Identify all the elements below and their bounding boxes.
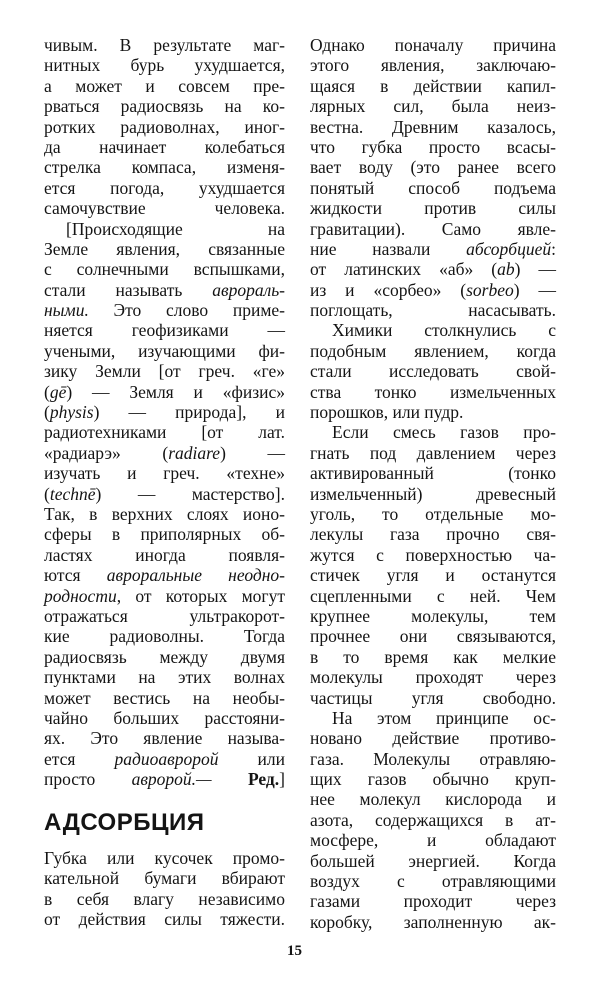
text-line — [310, 178, 556, 198]
text-line — [310, 341, 556, 361]
text-line — [310, 830, 556, 850]
text-segment: может вестись на необы- — [44, 687, 285, 708]
text-line — [44, 504, 285, 524]
text-line — [44, 341, 285, 361]
text-segment: ] — [279, 769, 285, 790]
text-line — [310, 484, 556, 504]
text-line — [310, 688, 556, 708]
text-segment: подобным явлением, когда — [310, 340, 556, 361]
text-segment: ) — природа], и — [93, 402, 285, 423]
text-segment: чайно больших расстояни- — [44, 707, 285, 728]
text-segment: газа. Молекулы отравляю- — [310, 748, 556, 769]
text-segment: няется геофизиками — — [44, 320, 285, 341]
text-segment: щаяся в действии капил- — [310, 75, 556, 96]
italic-term: авророй.— — [131, 769, 212, 790]
text-segment: жутся с поверхностью ча- — [310, 544, 556, 565]
text-line — [44, 259, 285, 279]
italic-term: gē — [49, 381, 67, 402]
text-line — [310, 259, 556, 279]
text-segment: мосфере, и обладают — [310, 830, 556, 851]
text-segment: ) — — [220, 442, 286, 463]
text-line — [310, 422, 556, 442]
text-line — [310, 912, 556, 932]
italic-term: аврораль- — [212, 279, 285, 300]
text-segment: сферы в приполярных об- — [44, 524, 285, 545]
text-segment: лекулы газа прочно свя- — [310, 524, 556, 545]
text-segment: ) — — [514, 259, 556, 280]
text-segment: Если смесь газов про- — [332, 422, 556, 443]
text-segment: учеными, изучающими фи- — [44, 340, 285, 361]
text-line — [44, 239, 285, 259]
text-segment: кие радиоволны. Тогда — [44, 626, 285, 647]
text-line — [310, 320, 556, 340]
text-line — [44, 463, 285, 483]
text-line — [44, 157, 285, 177]
left-column-section-text — [44, 848, 285, 930]
text-segment: вестна. Древним казалось, — [310, 116, 556, 137]
text-line — [44, 606, 285, 626]
text-line — [310, 463, 556, 483]
text-segment: нее молекул кислорода и — [310, 789, 556, 810]
text-segment: стрелка компаса, изменя- — [44, 157, 285, 178]
text-segment: или — [218, 748, 285, 769]
text-segment: измельченный) древесный — [310, 483, 556, 504]
text-line — [44, 219, 285, 239]
text-segment: стали называть — [44, 279, 213, 300]
text-line — [44, 198, 285, 218]
text-line — [310, 810, 556, 830]
text-line — [310, 157, 556, 177]
text-segment: газами проходит через — [310, 891, 556, 912]
text-segment: вает воду (это ранее всего — [310, 157, 556, 178]
text-line — [44, 382, 285, 402]
text-segment: чивым. В результате маг- — [44, 35, 285, 55]
text-line — [310, 55, 556, 75]
text-line — [310, 789, 556, 809]
text-segment — [212, 769, 248, 789]
text-segment: нитных бурь ухудшается, — [44, 55, 285, 76]
text-segment: радиотехниками [от лат. — [44, 422, 285, 443]
text-line — [44, 320, 285, 340]
text-segment: а может и совсем пре- — [44, 75, 285, 96]
text-line — [44, 178, 285, 198]
text-segment: жидкости против силы — [310, 198, 556, 219]
text-line — [44, 848, 285, 868]
italic-term: родности — [44, 585, 117, 606]
text-segment: ) — Земля и «физис» — [66, 381, 285, 402]
italic-term: абсорбцией — [466, 238, 552, 259]
text-line — [44, 524, 285, 544]
text-segment: ются — [44, 565, 107, 586]
text-line — [44, 280, 285, 300]
text-line — [310, 198, 556, 218]
text-segment: самочувствие человека. — [44, 198, 285, 219]
text-segment: да начинает колебаться — [44, 136, 285, 157]
text-line — [310, 504, 556, 524]
italic-term: physis — [49, 402, 94, 423]
text-line — [44, 300, 285, 320]
text-line — [44, 484, 285, 504]
text-line — [44, 76, 285, 96]
text-segment: пунктами на этих волнах — [44, 667, 285, 688]
text-segment: уголь, то отдельные мо- — [310, 503, 556, 524]
text-line — [44, 545, 285, 565]
text-line — [310, 35, 556, 55]
italic-term: sorbeo — [466, 279, 514, 300]
text-segment: из и «сорбео» ( — [310, 279, 467, 300]
text-segment: , от которых могут — [116, 585, 285, 606]
text-line — [44, 443, 285, 463]
section-heading: АДСОРБЦИЯ — [44, 809, 205, 836]
text-segment: ) — — [513, 279, 556, 300]
text-segment: стали исследовать свой- — [310, 361, 556, 382]
text-line — [310, 280, 556, 300]
text-segment: Однако поначалу причина — [310, 35, 556, 55]
text-segment: ( — [44, 381, 50, 402]
text-segment: коробку, заполненную ак- — [310, 911, 556, 932]
text-line — [44, 565, 285, 585]
italic-term: радиоавророй — [114, 748, 219, 769]
text-segment: ластях иногда появля- — [44, 544, 285, 565]
text-segment: прочнее они связываются, — [310, 626, 556, 647]
text-segment: рваться радиосвязь на ко- — [44, 96, 285, 117]
text-line — [44, 749, 285, 769]
text-line — [44, 667, 285, 687]
text-line — [310, 76, 556, 96]
text-segment: На этом принципе ос- — [332, 707, 556, 728]
text-segment: что губка просто всасы- — [310, 136, 556, 157]
text-segment: гнать под давлением через — [310, 442, 556, 463]
text-line — [44, 868, 285, 888]
italic-term: ab — [497, 259, 515, 280]
text-line — [310, 96, 556, 116]
text-segment: ства тонко измельченных — [310, 381, 556, 402]
text-line — [310, 565, 556, 585]
text-segment: стичек угля и останутся — [310, 565, 556, 586]
text-segment: : — [551, 238, 556, 259]
text-line — [310, 402, 556, 422]
text-line — [44, 769, 285, 789]
text-line — [44, 647, 285, 667]
text-line — [310, 300, 556, 320]
text-segment: ) — мастерство]. — [95, 483, 285, 504]
text-line — [44, 361, 285, 381]
text-line — [44, 586, 285, 606]
text-segment: [Происходящие на — [66, 218, 285, 239]
text-segment: ется — [44, 748, 115, 769]
text-line — [310, 117, 556, 137]
text-segment: крупнее молекулы, тем — [310, 605, 556, 626]
text-segment: большей энергией. Когда — [310, 850, 556, 871]
text-segment: поглощать, насасывать. — [310, 300, 556, 321]
text-line — [44, 117, 285, 137]
text-line — [44, 889, 285, 909]
text-segment: от действия силы тяжести. — [44, 909, 285, 930]
text-line — [310, 586, 556, 606]
text-line — [310, 871, 556, 891]
text-segment: Это слово приме- — [88, 300, 285, 321]
text-line — [310, 606, 556, 626]
text-segment: кательной бумаги вбирают — [44, 868, 285, 889]
text-segment: ( — [44, 402, 50, 423]
text-line — [310, 647, 556, 667]
text-line — [310, 728, 556, 748]
text-line — [44, 96, 285, 116]
text-line — [44, 708, 285, 728]
text-segment: ние назвали — [310, 238, 467, 259]
text-segment: лярных сил, была неиз- — [310, 96, 556, 117]
text-segment: просто — [44, 769, 132, 790]
italic-term: авроральные неодно- — [106, 565, 285, 586]
text-segment: зику Земли [от греч. «ге» — [44, 361, 285, 382]
text-segment: «радиарэ» ( — [44, 442, 169, 463]
text-segment: ях. Это явление называ- — [44, 728, 285, 749]
text-line — [44, 137, 285, 157]
text-line — [310, 219, 556, 239]
text-line — [310, 524, 556, 544]
text-line — [310, 361, 556, 381]
text-segment: от латинских «аб» ( — [310, 259, 498, 280]
text-line — [310, 382, 556, 402]
italic-term: ными. — [44, 300, 89, 321]
text-line — [44, 909, 285, 929]
text-segment: новано действие противо- — [310, 728, 556, 749]
text-line — [310, 545, 556, 565]
text-line — [310, 239, 556, 259]
text-segment: с солнечными вспышками, — [44, 259, 285, 280]
text-line — [310, 626, 556, 646]
text-segment: ется погода, ухудшается — [44, 177, 285, 198]
page-number: 15 — [287, 943, 302, 959]
text-segment: Земле явления, связанные — [44, 238, 285, 259]
text-segment: в то время как мелкие — [310, 646, 556, 667]
text-segment: щих газов обычно круп- — [310, 769, 556, 790]
text-segment: Химики столкнулись с — [332, 320, 556, 341]
text-segment: ротких радиоволнах, иног- — [44, 116, 285, 137]
text-segment: гравитации). Само явле- — [310, 218, 556, 239]
text-line — [44, 35, 285, 55]
text-segment: сцепленными с ней. Чем — [310, 585, 556, 606]
text-segment: отражаться ультракорот- — [44, 605, 285, 626]
text-line — [310, 851, 556, 871]
text-line — [44, 688, 285, 708]
text-line — [310, 769, 556, 789]
text-segment: частицы угля свободно. — [310, 687, 556, 708]
text-segment: азота, содержащихся в ат- — [310, 809, 556, 830]
italic-term: technē — [49, 483, 96, 504]
text-line — [44, 422, 285, 442]
text-line — [44, 626, 285, 646]
text-segment: воздух с отравляющими — [310, 871, 556, 892]
text-segment: этого явления, заключаю- — [310, 55, 556, 76]
text-segment: ( — [44, 483, 50, 504]
text-line — [310, 749, 556, 769]
text-line — [310, 443, 556, 463]
text-segment: Губка или кусочек промо- — [44, 848, 285, 868]
text-line — [310, 891, 556, 911]
text-line — [310, 708, 556, 728]
text-line — [310, 667, 556, 687]
text-line — [44, 728, 285, 748]
text-segment: изучать и греч. «техне» — [44, 463, 285, 484]
bold-text: Ред. — [247, 769, 280, 790]
text-segment: радиосвязь между двумя — [44, 646, 285, 667]
text-segment: молекулы проходят через — [310, 667, 556, 688]
text-segment: в себя влагу независимо — [44, 888, 285, 909]
text-segment: Так, в верхних слоях ионо- — [44, 503, 285, 524]
text-line — [44, 402, 285, 422]
left-column-text — [44, 35, 285, 789]
text-line — [44, 55, 285, 75]
text-line — [310, 137, 556, 157]
right-column-text — [310, 35, 556, 932]
text-segment: понятый способ подъема — [310, 177, 556, 198]
italic-term: radiare — [168, 442, 221, 463]
text-segment: активированный (тонко — [310, 463, 556, 484]
text-segment: порошков, или пудр. — [310, 402, 464, 423]
